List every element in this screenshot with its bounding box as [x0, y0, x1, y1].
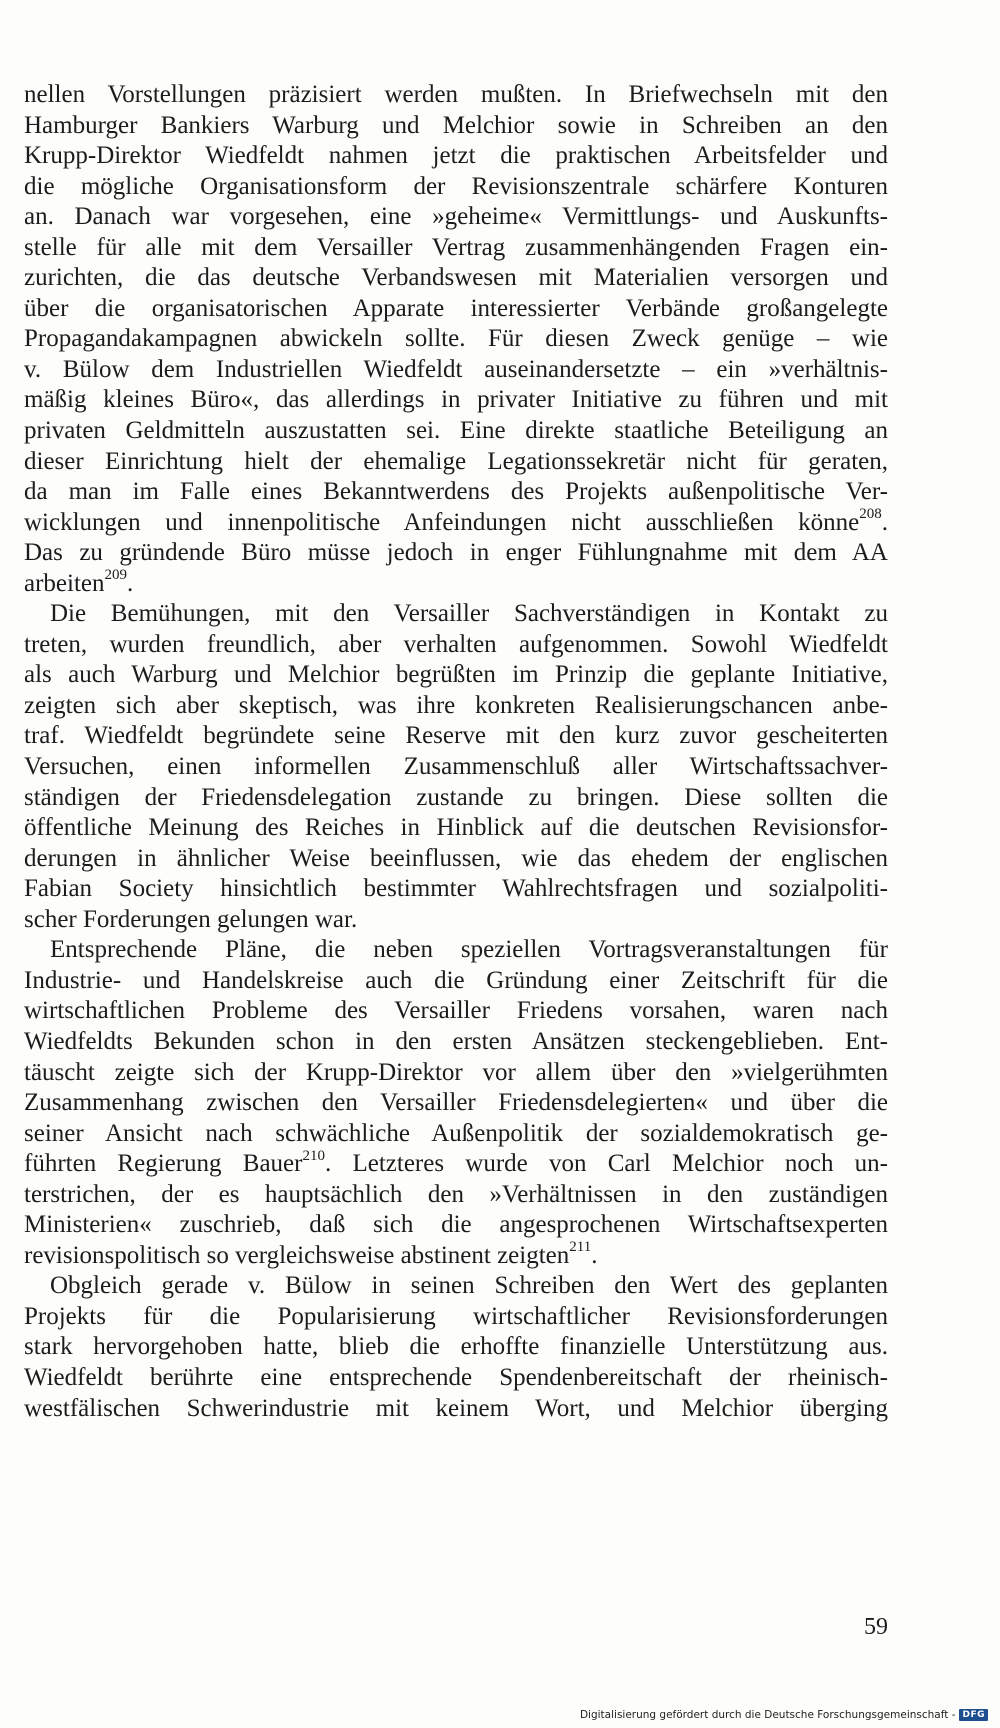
- footnote-marker: 208: [859, 506, 882, 523]
- text-line: da man im Falle eines Bekanntwerdens des Projekts außenpolitische Ver-: [24, 478, 888, 506]
- text-segment: arbeiten: [24, 569, 105, 597]
- text-line: die mögliche Organisationsform der Revisionszentrale schärfere Konturen: [24, 172, 888, 200]
- footnote-marker: 211: [569, 1239, 592, 1256]
- text-line: Projekts für die Popularisierung wirtschaftlicher Revisionsforderungen: [24, 1302, 888, 1330]
- text-line: nellen Vorstellungen präzisiert werden mußten. In Briefwechseln mit den: [24, 81, 888, 108]
- text-line: Ministerien« zuschrieb, daß sich die angesprochenen Wirtschaftsexperten: [24, 1211, 888, 1239]
- body-text: [24, 80, 888, 1424]
- text-line: Die Bemühungen, mit den Versailler Sachverständigen in Kontakt zu: [50, 600, 888, 628]
- text-line: privaten Geldmitteln auszustatten sei. Eine direkte staatliche Beteiligung an: [24, 417, 888, 445]
- text-line: mäßig kleines Büro«, das allerdings in privater Initiative zu führen und mit: [24, 386, 888, 414]
- text-line: als auch Warburg und Melchior begrüßten im Prinzip die geplante Initiative,: [24, 661, 888, 689]
- text-line: Entsprechende Pläne, die neben speziellen Vortragsveranstaltungen für: [50, 936, 888, 964]
- text-line: öffentliche Meinung des Reiches in Hinblick auf die deutschen Revisionsfor-: [24, 814, 888, 842]
- text-line: Obgleich gerade v. Bülow in seinen Schreiben den Wert des geplanten: [50, 1272, 888, 1300]
- dfg-logo-icon: DFG: [959, 1709, 988, 1721]
- text-line: v. Bülow dem Industriellen Wiedfeldt auseinandersetzte – ein »verhältnis-: [24, 355, 888, 383]
- text-segment: . Letzteres wurde von Carl Melchior noch un-: [324, 1150, 888, 1178]
- text-line: wicklungen und innenpolitische Anfeindungen nicht ausschließen könne$^{208}$.: [24, 506, 888, 536]
- text-line: Zusammenhang zwischen den Versailler Friedensdelegierten« und über die: [24, 1089, 888, 1117]
- text-line: terstrichen, der es hauptsächlich den »Verhältnissen in den zuständigen: [24, 1180, 888, 1208]
- text-line: Propagandakampagnen abwickeln sollte. Für diesen Zweck genüge – wie: [24, 325, 888, 353]
- text-line: zurichten, die das deutsche Verbandswesen mit Materialien versorgen und: [24, 264, 888, 292]
- footer-text: Digitalisierung gefördert durch die Deutsche Forschungsgemeinschaft -: [579, 1709, 956, 1721]
- text-line: revisionspolitisch so vergleichsweise abstinent zeigten$^{211}$.: [24, 1239, 598, 1269]
- footnote-marker: 209: [104, 567, 128, 584]
- text-line: traf. Wiedfeldt begründete seine Reserve mit den kurz zuvor gescheiterten: [24, 722, 888, 750]
- text-segment: führten Regierung Bauer: [24, 1150, 303, 1178]
- text-line: stelle für alle mit dem Versailler Vertrag zusammenhängenden Fragen ein-: [24, 233, 888, 261]
- text-line: wirtschaftlichen Probleme des Versailler Friedens vorsahen, waren nach: [24, 997, 888, 1025]
- digitization-footer: [580, 1706, 988, 1724]
- text-line: arbeiten$^{209}$.: [24, 567, 134, 597]
- text-line: ständigen der Friedensdelegation zustande zu bringen. Diese sollten die: [24, 783, 888, 811]
- text-line: scher Forderungen gelungen war.: [24, 905, 358, 933]
- text-line: [24, 1149, 888, 1180]
- text-line: treten, wurden freundlich, aber verhalten aufgenommen. Sowohl Wiedfeldt: [24, 630, 888, 658]
- text-line: Das zu gründende Büro müsse jedoch in enger Fühlungnahme mit dem AA: [24, 539, 888, 567]
- text-line: seiner Ansicht nach schwächliche Außenpolitik der sozialdemokratisch ge-: [24, 1119, 888, 1147]
- text-line: Hamburger Bankiers Warburg und Melchior sowie in Schreiben an den: [24, 111, 888, 139]
- text-line: Fabian Society hinsichtlich bestimmter Wahlrechtsfragen und sozialpoliti-: [24, 875, 888, 903]
- text-line: stark hervorgehoben hatte, blieb die erhoffte finanzielle Unterstützung aus.: [24, 1333, 888, 1361]
- text-line: Wiedfeldts Bekunden schon in den ersten Ansätzen steckengeblieben. Ent-: [24, 1027, 888, 1055]
- footnote-marker: 210: [302, 1147, 325, 1164]
- text-line: westfälischen Schwerindustrie mit keinem Wort, und Melchior überging: [24, 1394, 888, 1422]
- text-line: über die organisatorischen Apparate interessierter Verbände großangelegte: [24, 294, 888, 322]
- text-line: täuscht zeigte sich der Krupp-Direktor vor allem über den »vielgerühmten: [24, 1058, 888, 1086]
- text-line: dieser Einrichtung hielt der ehemalige Legationssekretär nicht für geraten,: [24, 447, 888, 475]
- page-number: 59: [864, 1614, 888, 1640]
- text-line: Krupp-Direktor Wiedfeldt nahmen jetzt die praktischen Arbeitsfelder und: [24, 142, 888, 170]
- text-line: Versuchen, einen informellen Zusammenschluß aller Wirtschaftssachver-: [24, 753, 888, 781]
- text-line: Wiedfeldt berührte eine entsprechende Spendenbereitschaft der rheinisch-: [24, 1363, 888, 1391]
- text-segment: revisionspolitisch so vergleichsweise abstinent zeigten: [24, 1241, 570, 1269]
- text-line: Industrie- und Handelskreise auch die Gründung einer Zeitschrift für die: [24, 966, 888, 994]
- text-line: an. Danach war vorgesehen, eine »geheime« Vermittlungs- und Auskunfts-: [24, 203, 888, 231]
- text-segment: wicklungen und innenpolitische Anfeindungen nicht ausschließen könne: [24, 508, 860, 536]
- text-line: derungen in ähnlicher Weise beeinflussen, wie das ehedem der englischen: [24, 844, 888, 872]
- text-line: zeigten sich aber skeptisch, was ihre konkreten Realisierungschancen anbe-: [24, 691, 888, 719]
